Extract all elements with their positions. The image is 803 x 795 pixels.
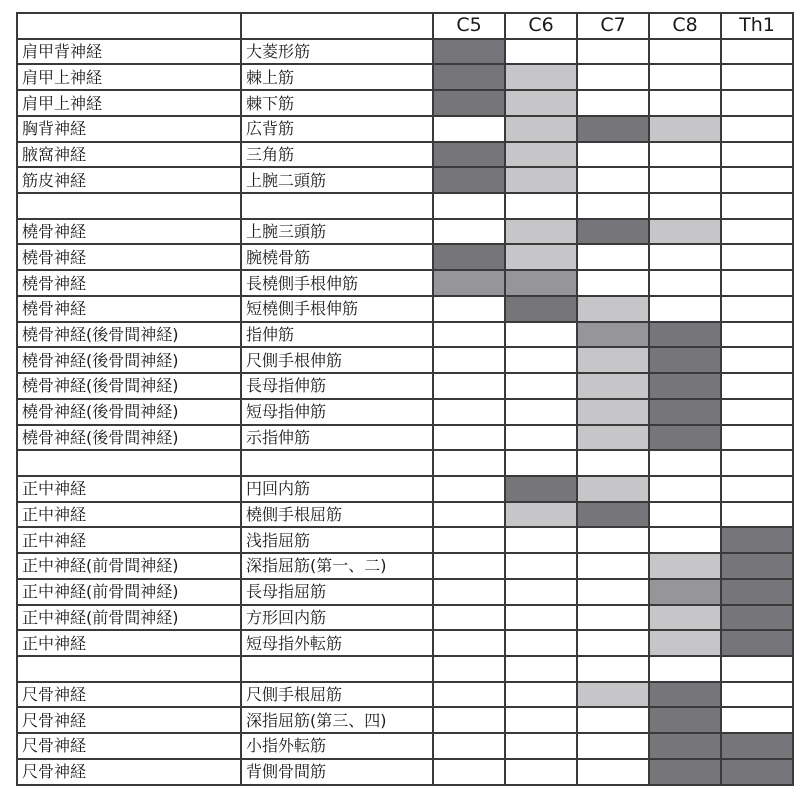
muscle-cell: 長橈側手根伸筋	[241, 270, 433, 296]
segment-cell-c6	[505, 476, 577, 502]
muscle-cell: 棘下筋	[241, 90, 433, 116]
segment-cell-c5	[433, 476, 505, 502]
muscle-cell: 広背筋	[241, 116, 433, 142]
muscle-cell: 背側骨間筋	[241, 759, 433, 785]
segment-cell-c5	[433, 39, 505, 65]
segment-cell-th1	[721, 373, 793, 399]
segment-cell-c7	[577, 656, 649, 682]
segment-cell-c8	[649, 270, 721, 296]
segment-cell-c5	[433, 733, 505, 759]
segment-cell-c6	[505, 682, 577, 708]
muscle-cell: 指伸筋	[241, 322, 433, 348]
segment-cell-c7	[577, 476, 649, 502]
table-body	[17, 39, 793, 785]
muscle-cell: 示指伸筋	[241, 425, 433, 451]
table-row	[17, 347, 793, 373]
table-row	[17, 682, 793, 708]
segment-cell-th1	[721, 707, 793, 733]
segment-cell-c5	[433, 656, 505, 682]
segment-cell-c5	[433, 682, 505, 708]
segment-cell-c6	[505, 425, 577, 451]
segment-cell-c6	[505, 373, 577, 399]
segment-cell-c8	[649, 296, 721, 322]
segment-cell-c6	[505, 759, 577, 785]
segment-cell-c5	[433, 193, 505, 219]
segment-cell-c6	[505, 167, 577, 193]
segment-cell-c5	[433, 605, 505, 631]
segment-cell-th1	[721, 733, 793, 759]
segment-cell-c8	[649, 527, 721, 553]
nerve-cell: 筋皮神経	[17, 167, 241, 193]
segment-cell-c6	[505, 39, 577, 65]
segment-cell-th1	[721, 347, 793, 373]
header-nerve	[17, 13, 241, 39]
segment-cell-th1	[721, 296, 793, 322]
muscle-cell: 小指外転筋	[241, 733, 433, 759]
table-row	[17, 425, 793, 451]
segment-cell-c8	[649, 553, 721, 579]
segment-cell-c6	[505, 244, 577, 270]
nerve-cell	[17, 656, 241, 682]
segment-cell-th1	[721, 64, 793, 90]
header-c6: C6	[505, 13, 577, 39]
segment-cell-c8	[649, 399, 721, 425]
table-row	[17, 270, 793, 296]
segment-cell-c6	[505, 605, 577, 631]
segment-cell-c8	[649, 64, 721, 90]
segment-cell-c8	[649, 425, 721, 451]
segment-cell-c7	[577, 219, 649, 245]
nerve-cell: 正中神経	[17, 527, 241, 553]
segment-cell-c5	[433, 64, 505, 90]
segment-cell-th1	[721, 116, 793, 142]
nerve-cell: 橈骨神経	[17, 219, 241, 245]
segment-cell-c5	[433, 579, 505, 605]
spacer-row	[17, 193, 793, 219]
segment-cell-c7	[577, 142, 649, 168]
nerve-cell: 肩甲背神経	[17, 39, 241, 65]
segment-cell-th1	[721, 142, 793, 168]
segment-cell-th1	[721, 450, 793, 476]
muscle-cell: 尺側手根屈筋	[241, 682, 433, 708]
segment-cell-c5	[433, 296, 505, 322]
segment-cell-c5	[433, 244, 505, 270]
segment-cell-c7	[577, 502, 649, 528]
segment-cell-c7	[577, 527, 649, 553]
segment-cell-c5	[433, 707, 505, 733]
segment-cell-c7	[577, 630, 649, 656]
nerve-cell: 橈骨神経(後骨間神経)	[17, 373, 241, 399]
muscle-cell: 上腕三頭筋	[241, 219, 433, 245]
segment-cell-c7	[577, 450, 649, 476]
segment-cell-c7	[577, 425, 649, 451]
segment-cell-th1	[721, 219, 793, 245]
segment-cell-c8	[649, 322, 721, 348]
header-c7: C7	[577, 13, 649, 39]
segment-cell-c7	[577, 347, 649, 373]
segment-cell-c8	[649, 707, 721, 733]
segment-cell-c8	[649, 347, 721, 373]
segment-cell-th1	[721, 399, 793, 425]
segment-cell-c6	[505, 502, 577, 528]
segment-cell-th1	[721, 656, 793, 682]
segment-cell-th1	[721, 244, 793, 270]
muscle-cell: 短母指伸筋	[241, 399, 433, 425]
segment-cell-th1	[721, 39, 793, 65]
header-th1: Th1	[721, 13, 793, 39]
segment-cell-c6	[505, 219, 577, 245]
table-row	[17, 219, 793, 245]
table-row	[17, 605, 793, 631]
segment-cell-c5	[433, 425, 505, 451]
nerve-cell: 橈骨神経	[17, 296, 241, 322]
segment-cell-c8	[649, 90, 721, 116]
segment-cell-c7	[577, 759, 649, 785]
segment-cell-c8	[649, 733, 721, 759]
segment-cell-c7	[577, 553, 649, 579]
segment-cell-c7	[577, 707, 649, 733]
segment-cell-th1	[721, 90, 793, 116]
table-row	[17, 64, 793, 90]
nerve-cell: 橈骨神経(後骨間神経)	[17, 399, 241, 425]
header-row	[17, 13, 793, 39]
segment-cell-c5	[433, 142, 505, 168]
segment-cell-c8	[649, 219, 721, 245]
segment-cell-c5	[433, 270, 505, 296]
nerve-cell: 肩甲上神経	[17, 90, 241, 116]
muscle-cell: 方形回内筋	[241, 605, 433, 631]
muscle-cell: 短橈側手根伸筋	[241, 296, 433, 322]
spacer-row	[17, 656, 793, 682]
table-row	[17, 733, 793, 759]
muscle-cell: 腕橈骨筋	[241, 244, 433, 270]
segment-cell-c6	[505, 322, 577, 348]
nerve-cell: 正中神経(前骨間神経)	[17, 553, 241, 579]
muscle-cell: 上腕二頭筋	[241, 167, 433, 193]
nerve-cell: 尺骨神経	[17, 759, 241, 785]
table-row	[17, 373, 793, 399]
segment-cell-th1	[721, 502, 793, 528]
segment-cell-c8	[649, 759, 721, 785]
muscle-cell	[241, 193, 433, 219]
segment-cell-c7	[577, 270, 649, 296]
nerve-cell: 腋窩神経	[17, 142, 241, 168]
nerve-cell: 橈骨神経(後骨間神経)	[17, 322, 241, 348]
nerve-cell	[17, 193, 241, 219]
muscle-cell: 棘上筋	[241, 64, 433, 90]
segment-cell-c7	[577, 399, 649, 425]
muscle-cell: 長母指屈筋	[241, 579, 433, 605]
segment-cell-th1	[721, 270, 793, 296]
segment-cell-c8	[649, 605, 721, 631]
table-row	[17, 322, 793, 348]
segment-cell-c7	[577, 116, 649, 142]
segment-cell-c6	[505, 347, 577, 373]
table-row	[17, 476, 793, 502]
segment-cell-c5	[433, 219, 505, 245]
table-row	[17, 502, 793, 528]
segment-cell-c7	[577, 193, 649, 219]
segment-cell-c8	[649, 39, 721, 65]
segment-cell-c5	[433, 527, 505, 553]
segment-cell-c8	[649, 142, 721, 168]
segment-cell-c7	[577, 244, 649, 270]
nerve-cell: 尺骨神経	[17, 733, 241, 759]
nerve-cell: 胸背神経	[17, 116, 241, 142]
segment-cell-c8	[649, 167, 721, 193]
segment-cell-th1	[721, 167, 793, 193]
segment-cell-c8	[649, 476, 721, 502]
muscle-cell: 浅指屈筋	[241, 527, 433, 553]
table-row	[17, 116, 793, 142]
segment-cell-c6	[505, 90, 577, 116]
table-row	[17, 579, 793, 605]
muscle-cell: 長母指伸筋	[241, 373, 433, 399]
muscle-cell: 三角筋	[241, 142, 433, 168]
segment-cell-c6	[505, 656, 577, 682]
segment-cell-c5	[433, 167, 505, 193]
segment-cell-th1	[721, 193, 793, 219]
table-row	[17, 399, 793, 425]
segment-cell-th1	[721, 527, 793, 553]
segment-cell-c6	[505, 630, 577, 656]
segment-cell-c7	[577, 322, 649, 348]
segment-cell-c8	[649, 579, 721, 605]
segment-cell-c5	[433, 502, 505, 528]
nerve-cell: 肩甲上神経	[17, 64, 241, 90]
segment-cell-c8	[649, 193, 721, 219]
segment-cell-c8	[649, 682, 721, 708]
segment-cell-c7	[577, 64, 649, 90]
nerve-cell: 正中神経(前骨間神経)	[17, 605, 241, 631]
segment-cell-c7	[577, 39, 649, 65]
segment-cell-c5	[433, 322, 505, 348]
segment-cell-th1	[721, 425, 793, 451]
segment-cell-c6	[505, 553, 577, 579]
segment-cell-c5	[433, 759, 505, 785]
segment-cell-c7	[577, 682, 649, 708]
segment-cell-c6	[505, 527, 577, 553]
muscle-cell: 短母指外転筋	[241, 630, 433, 656]
header-muscle	[241, 13, 433, 39]
table-row	[17, 167, 793, 193]
segment-cell-c5	[433, 373, 505, 399]
nerve-cell	[17, 450, 241, 476]
segment-cell-c7	[577, 579, 649, 605]
table-row	[17, 759, 793, 785]
muscle-cell: 深指屈筋(第一、二)	[241, 553, 433, 579]
table-row	[17, 527, 793, 553]
table-row	[17, 707, 793, 733]
innervation-table	[16, 12, 794, 786]
muscle-cell: 大菱形筋	[241, 39, 433, 65]
segment-cell-th1	[721, 579, 793, 605]
table-row	[17, 39, 793, 65]
nerve-cell: 橈骨神経(後骨間神経)	[17, 425, 241, 451]
segment-cell-c8	[649, 630, 721, 656]
segment-cell-c6	[505, 707, 577, 733]
segment-cell-th1	[721, 682, 793, 708]
nerve-cell: 正中神経	[17, 502, 241, 528]
table-row	[17, 244, 793, 270]
muscle-cell: 深指屈筋(第三、四)	[241, 707, 433, 733]
header-c5: C5	[433, 13, 505, 39]
table-row	[17, 553, 793, 579]
nerve-cell: 橈骨神経	[17, 270, 241, 296]
segment-cell-c8	[649, 502, 721, 528]
segment-cell-c8	[649, 244, 721, 270]
nerve-cell: 橈骨神経	[17, 244, 241, 270]
segment-cell-c5	[433, 90, 505, 116]
segment-cell-th1	[721, 630, 793, 656]
segment-cell-c5	[433, 630, 505, 656]
segment-cell-c6	[505, 64, 577, 90]
muscle-cell: 円回内筋	[241, 476, 433, 502]
segment-cell-c7	[577, 373, 649, 399]
segment-cell-c5	[433, 450, 505, 476]
segment-cell-c5	[433, 399, 505, 425]
segment-cell-c6	[505, 733, 577, 759]
nerve-cell: 尺骨神経	[17, 682, 241, 708]
segment-cell-c8	[649, 450, 721, 476]
nerve-cell: 正中神経	[17, 630, 241, 656]
segment-cell-c6	[505, 193, 577, 219]
segment-cell-c6	[505, 142, 577, 168]
segment-cell-c6	[505, 270, 577, 296]
muscle-cell	[241, 450, 433, 476]
segment-cell-c8	[649, 373, 721, 399]
table-row	[17, 630, 793, 656]
segment-cell-c7	[577, 733, 649, 759]
segment-cell-c8	[649, 656, 721, 682]
table-row	[17, 90, 793, 116]
segment-cell-c7	[577, 605, 649, 631]
segment-cell-c7	[577, 296, 649, 322]
nerve-cell: 橈骨神経(後骨間神経)	[17, 347, 241, 373]
segment-cell-c5	[433, 347, 505, 373]
nerve-cell: 正中神経	[17, 476, 241, 502]
segment-cell-c7	[577, 90, 649, 116]
segment-cell-th1	[721, 476, 793, 502]
segment-cell-c5	[433, 553, 505, 579]
segment-cell-c6	[505, 399, 577, 425]
muscle-cell: 橈側手根屈筋	[241, 502, 433, 528]
segment-cell-th1	[721, 605, 793, 631]
spacer-row	[17, 450, 793, 476]
segment-cell-c7	[577, 167, 649, 193]
segment-cell-th1	[721, 759, 793, 785]
segment-cell-th1	[721, 322, 793, 348]
segment-cell-c6	[505, 296, 577, 322]
muscle-cell	[241, 656, 433, 682]
nerve-cell: 正中神経(前骨間神経)	[17, 579, 241, 605]
header-c8: C8	[649, 13, 721, 39]
segment-cell-c8	[649, 116, 721, 142]
muscle-cell: 尺側手根伸筋	[241, 347, 433, 373]
table-row	[17, 142, 793, 168]
table-row	[17, 296, 793, 322]
segment-cell-th1	[721, 553, 793, 579]
nerve-cell: 尺骨神経	[17, 707, 241, 733]
segment-cell-c6	[505, 579, 577, 605]
segment-cell-c6	[505, 450, 577, 476]
segment-cell-c5	[433, 116, 505, 142]
segment-cell-c6	[505, 116, 577, 142]
